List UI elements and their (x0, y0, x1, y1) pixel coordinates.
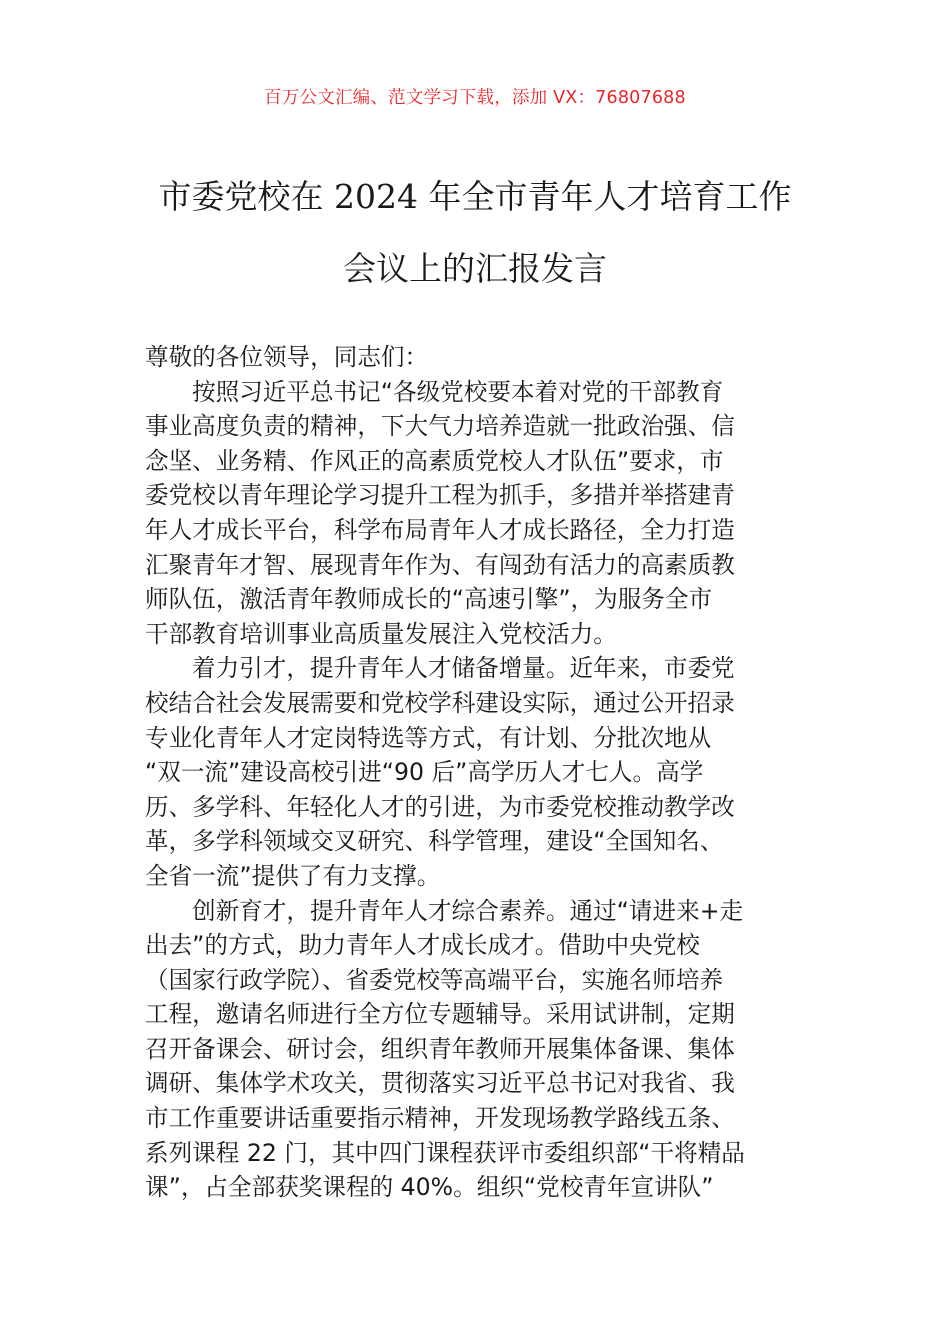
salutation: 尊敬的各位领导，同志们： (145, 343, 429, 371)
paragraph-1 (145, 375, 815, 652)
paragraph-line: 按照习近平总书记“各级党校要本着对党的干部教育 (192, 377, 724, 406)
paragraph-line: 课”，占全部获奖课程的 40%。组织“党校青年宣讲队” (145, 1173, 714, 1202)
document-body (145, 340, 815, 1205)
paragraph-line: 历、多学科、年轻化人才的引进，为市委党校推动教学改 (145, 792, 735, 821)
header-note: 百万公文汇编、范文学习下载，添加 VX：76807688 (264, 88, 686, 108)
document-title (100, 176, 850, 290)
title-line: 会议上的汇报发言 (343, 249, 607, 288)
paragraph-line: 念坚、业务精、作风正的高素质党校人才队伍”要求，市 (145, 446, 724, 475)
paragraph-line: “双一流”建设高校引进“90 后”高学历人才七人。高学 (145, 758, 704, 787)
title-line: 市委党校在 2024 年全市青年人才培育工作 (158, 177, 792, 216)
paragraph-line: 校结合社会发展需要和党校学科建设实际，通过公开招录 (145, 688, 735, 717)
paragraph-line: 委党校以青年理论学习提升工程为抓手，多措并举搭建青 (145, 481, 735, 510)
paragraph-line: 年人才成长平台，科学布局青年人才成长路径，全力打造 (145, 515, 735, 544)
paragraph-line: （国家行政学院）、省委党校等高端平台，实施名师培养 (145, 965, 724, 994)
paragraph-line: 全省一流”提供了有力支撑。 (145, 861, 441, 890)
paragraph-line: 创新育才，提升青年人才综合素养。通过“请进来+走 (192, 896, 744, 925)
paragraph-line: 调研、集体学术攻关，贯彻落实习近平总书记对我省、我 (145, 1069, 735, 1098)
paragraph-line: 专业化青年人才定岗特选等方式，有计划、分批次地从 (145, 723, 712, 752)
paragraph-line: 干部教育培训事业高质量发展注入党校活力。 (145, 619, 617, 648)
paragraph-line: 系列课程 22 门，其中四门课程获评市委组织部“干将精品 (145, 1138, 745, 1167)
paragraph-line: 工程，邀请名师进行全方位专题辅导。采用试讲制，定期 (145, 1000, 735, 1029)
paragraph-line: 事业高度负责的精神，下大气力培养造就一批政治强、信 (145, 412, 735, 441)
paragraph-line: 师队伍，激活青年教师成长的“高速引擎”，为服务全市 (145, 585, 713, 614)
paragraph-line: 汇聚青年才智、展现青年作为、有闯劲有活力的高素质教 (145, 550, 735, 579)
paragraph-line: 出去”的方式，助力青年人才成长成才。借助中央党校 (145, 931, 700, 960)
paragraph-3 (145, 894, 815, 1205)
paragraph-2 (145, 651, 815, 893)
paragraph-line: 召开备课会、研讨会，组织青年教师开展集体备课、集体 (145, 1034, 735, 1063)
paragraph-line: 着力引才，提升青年人才储备增量。近年来，市委党 (192, 654, 735, 683)
paragraph-line: 革，多学科领域交叉研究、科学管理，建设“全国知名、 (145, 827, 724, 856)
paragraph-line: 市工作重要讲话重要指示精神，开发现场教学路线五条、 (145, 1104, 735, 1133)
